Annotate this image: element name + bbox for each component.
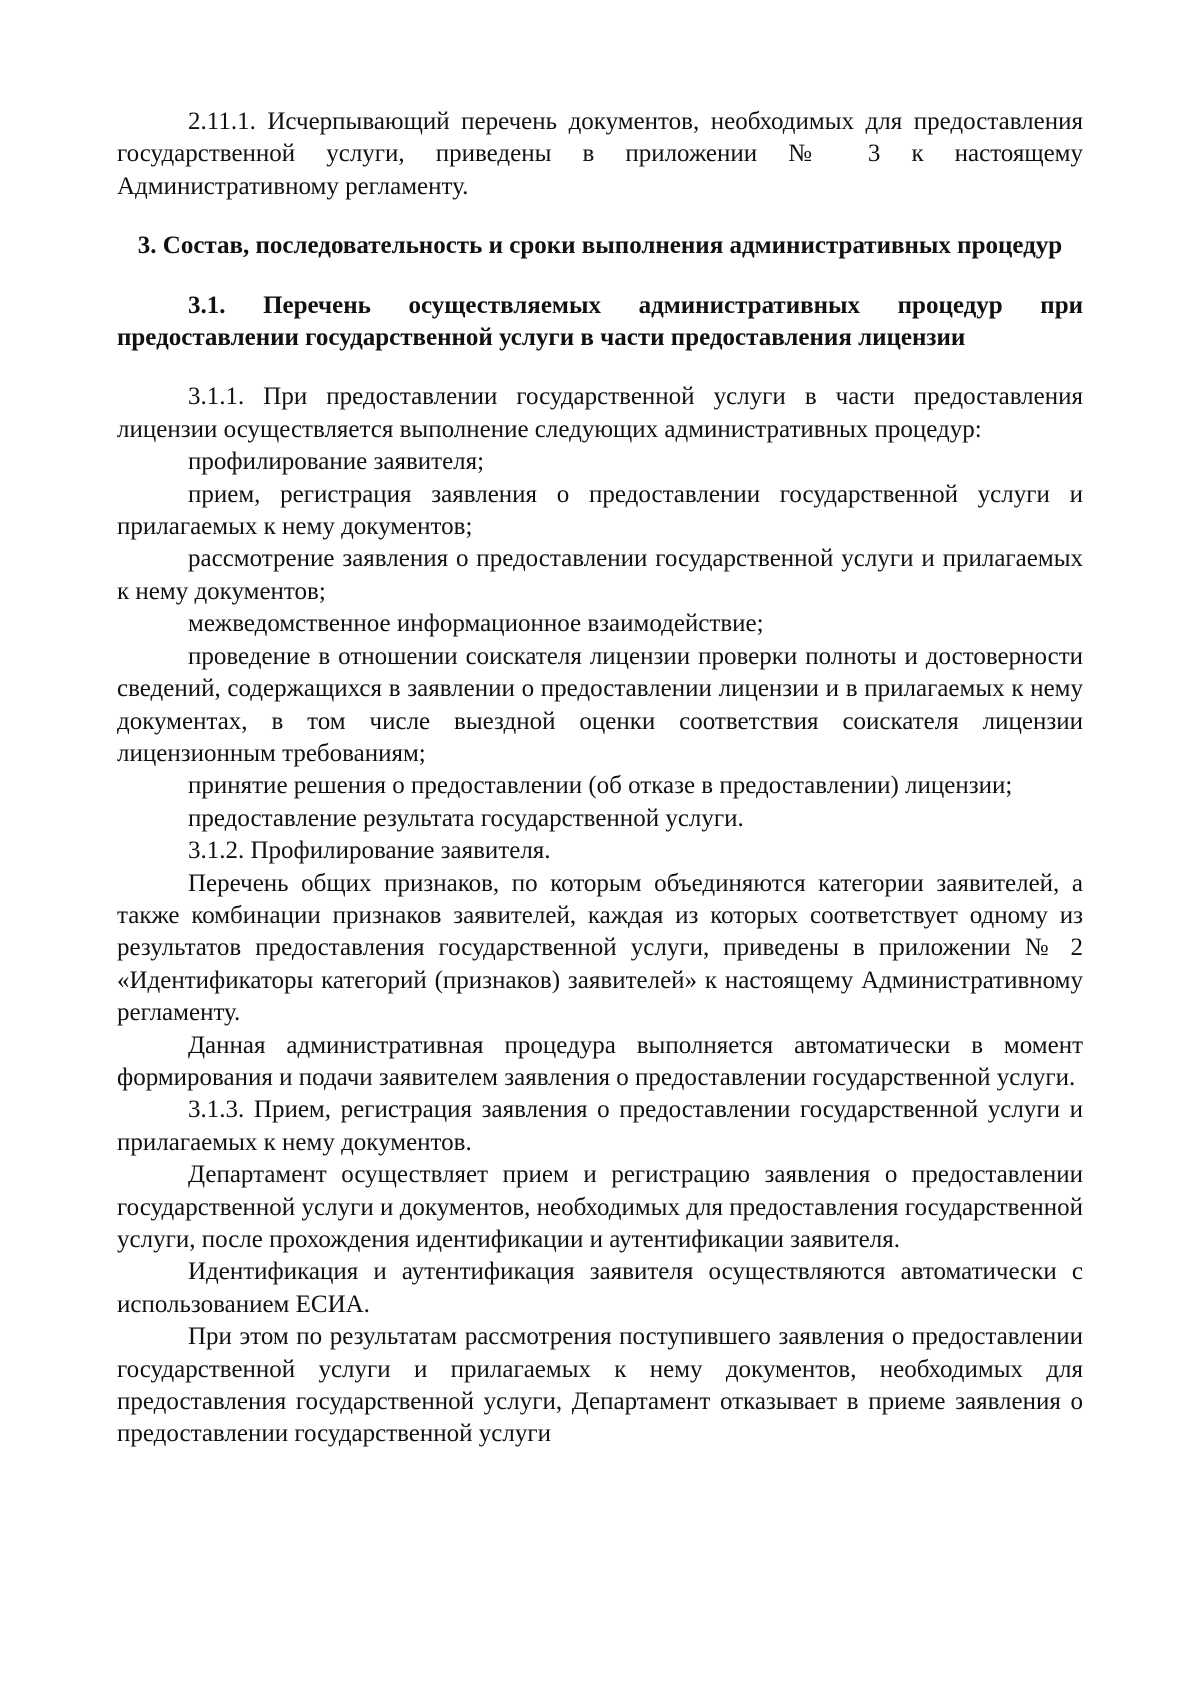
procedure-item-verification: проведение в отношении соискателя лицензии проверки полноты и достоверности сведений, содержащихся в заявлении о предоставлении лицензии и в прилагаемых к нему документах, в том числе выездной оценки соответствия соискателя лицензии лицензионным требованиям; (117, 642, 1083, 767)
paragraph-3-1-2: 3.1.2. Профилирование заявителя. (188, 837, 551, 865)
section-heading: 3. Состав, последовательность и сроки выполнения административных процедур (137, 232, 1063, 260)
document-page (117, 106, 1083, 1451)
body-text (117, 381, 1083, 1450)
procedure-item-review: рассмотрение заявления о предоставлении государственной услуги и прилагаемых к нему документов; (117, 545, 1083, 605)
paragraph-3-1-1: 3.1.1. При предоставлении государственной услуги в части предоставления лицензии осуществляется выполнение следующих административных процедур: (117, 383, 1083, 443)
paragraph-profiling-signs: Перечень общих признаков, по которым объединяются категории заявителей, а также комбинации признаков заявителей, каждая из которых соответствует одному из результатов предоставления государственной услуги, приведены в приложении № 2 «Идентификаторы категорий (признаков) заявителей» к настоящему Административному регламенту. (117, 869, 1083, 1027)
intro-paragraph: 2.11.1. Исчерпывающий перечень документов, необходимых для предоставления государственной услуги, приведены в приложении № 3 к настоящему Административному регламенту. (117, 108, 1083, 200)
procedure-item-interaction: межведомственное информационное взаимодействие; (188, 610, 764, 638)
paragraph-refusal: При этом по результатам рассмотрения поступившего заявления о предоставлении государственной услуги и прилагаемых к нему документов, необходимых для предоставления государственной услуги, Департамент отказывает в приеме заявления о предоставлении государственной услуги (117, 1323, 1083, 1448)
procedure-item-decision: принятие решения о предоставлении (об отказе в предоставлении) лицензии; (188, 772, 1013, 800)
paragraph-3-1-3: 3.1.3. Прием, регистрация заявления о предоставлении государственной услуги и прилагаемых к нему документов. (117, 1096, 1083, 1156)
procedure-item-reception: прием, регистрация заявления о предоставлении государственной услуги и прилагаемых к нему документов; (117, 480, 1083, 541)
procedure-item-profiling: профилирование заявителя; (188, 448, 485, 476)
procedure-item-result: предоставление результата государственной услуги. (188, 804, 744, 832)
paragraph-automatic: Данная административная процедура выполняется автоматически в момент формирования и подачи заявителем заявления о предоставлении государственной услуги. (117, 1031, 1083, 1091)
paragraph-department-reception: Департамент осуществляет прием и регистрацию заявления о предоставлении государственной услуги и документов, необходимых для предоставления государственной услуги, после прохождения идентификации и аутентификации заявителя. (117, 1161, 1083, 1253)
paragraph-esia: Идентификация и аутентификация заявителя осуществляются автоматически с использованием ЕСИА. (117, 1258, 1083, 1318)
subsection-heading: 3.1. Перечень осуществляемых административных процедур при предоставлении государственной услуги в части предоставления лицензии (117, 291, 1083, 352)
